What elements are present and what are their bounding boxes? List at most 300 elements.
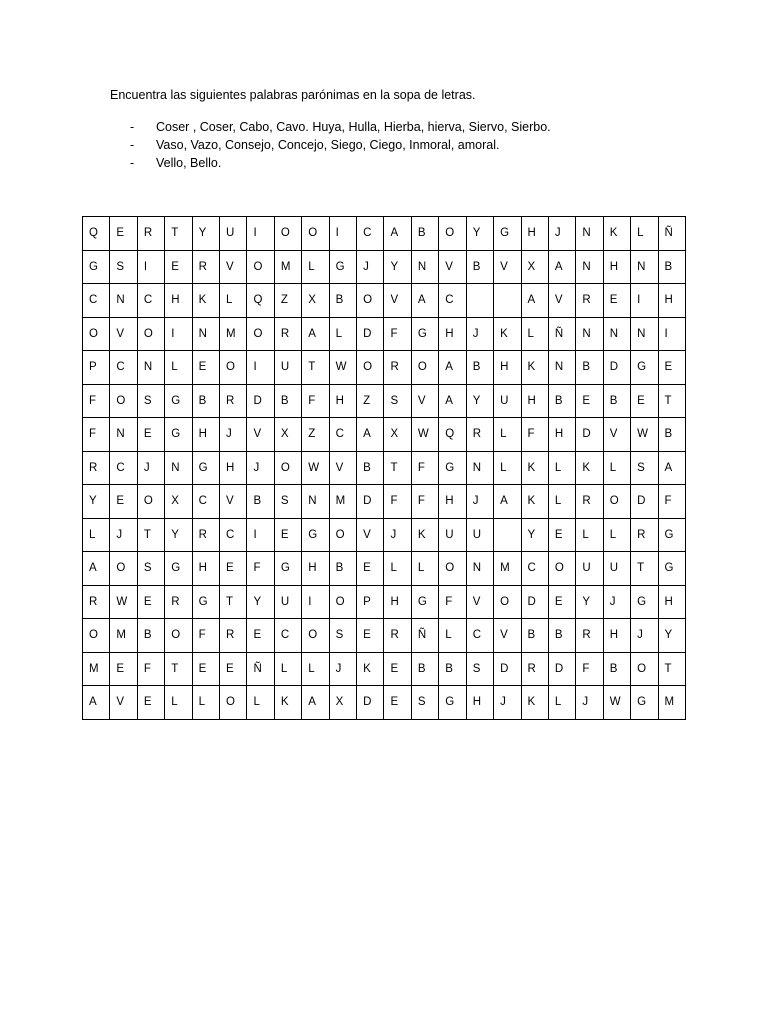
grid-cell: R <box>192 250 219 284</box>
grid-cell: U <box>274 351 301 385</box>
grid-cell: L <box>494 451 521 485</box>
word-list <box>130 118 551 172</box>
grid-cell: J <box>384 518 411 552</box>
grid-row <box>83 418 686 452</box>
grid-cell: G <box>411 317 438 351</box>
grid-cell: G <box>329 250 356 284</box>
grid-cell: Ñ <box>411 619 438 653</box>
grid-cell: A <box>548 250 575 284</box>
grid-cell: H <box>165 284 192 318</box>
grid-cell: R <box>165 585 192 619</box>
grid-cell: I <box>329 217 356 251</box>
grid-cell: N <box>631 250 658 284</box>
word-list-item-text: Vaso, Vazo, Consejo, Concejo, Siego, Ciego, Inmoral, amoral. <box>156 138 500 152</box>
grid-cell: S <box>274 485 301 519</box>
grid-row <box>83 317 686 351</box>
grid-cell: Y <box>658 619 685 653</box>
grid-row <box>83 217 686 251</box>
grid-cell: H <box>494 351 521 385</box>
grid-cell: L <box>329 317 356 351</box>
grid-cell: V <box>548 284 575 318</box>
grid-cell: O <box>220 686 247 720</box>
grid-cell: E <box>110 485 137 519</box>
grid-cell: K <box>411 518 438 552</box>
grid-cell: B <box>411 217 438 251</box>
grid-cell: B <box>329 284 356 318</box>
grid-cell: F <box>384 485 411 519</box>
grid-cell: H <box>603 250 630 284</box>
grid-cell: N <box>411 250 438 284</box>
grid-cell: N <box>165 451 192 485</box>
grid-cell: M <box>658 686 685 720</box>
grid-row <box>83 384 686 418</box>
grid-cell: E <box>137 418 164 452</box>
grid-cell: F <box>439 585 466 619</box>
grid-cell: E <box>274 518 301 552</box>
grid-cell: U <box>439 518 466 552</box>
grid-cell: C <box>329 418 356 452</box>
grid-cell: B <box>466 351 493 385</box>
grid-cell: R <box>220 384 247 418</box>
grid-cell: G <box>631 686 658 720</box>
grid-cell: M <box>83 652 110 686</box>
grid-cell: O <box>165 619 192 653</box>
grid-cell: B <box>137 619 164 653</box>
grid-cell: L <box>165 686 192 720</box>
grid-cell: V <box>220 485 247 519</box>
grid-cell: D <box>548 652 575 686</box>
grid-cell: J <box>494 686 521 720</box>
grid-row <box>83 518 686 552</box>
grid-cell: L <box>548 485 575 519</box>
grid-cell: L <box>494 418 521 452</box>
grid-cell: H <box>466 686 493 720</box>
grid-cell: G <box>83 250 110 284</box>
grid-cell: K <box>274 686 301 720</box>
grid-cell: J <box>220 418 247 452</box>
bullet-dash: - <box>130 120 135 134</box>
grid-cell: N <box>631 317 658 351</box>
grid-cell: L <box>603 451 630 485</box>
grid-cell: R <box>83 451 110 485</box>
grid-cell: J <box>357 250 384 284</box>
grid-cell: E <box>576 384 603 418</box>
grid-cell: P <box>357 585 384 619</box>
grid-cell: K <box>521 485 548 519</box>
grid-cell: E <box>384 652 411 686</box>
grid-cell: H <box>302 552 329 586</box>
grid-cell: C <box>274 619 301 653</box>
grid-cell: X <box>521 250 548 284</box>
grid-row <box>83 686 686 720</box>
grid-cell: M <box>274 250 301 284</box>
grid-cell: L <box>165 351 192 385</box>
grid-cell: B <box>439 652 466 686</box>
grid-cell: B <box>603 384 630 418</box>
grid-cell: L <box>576 518 603 552</box>
grid-cell: X <box>274 418 301 452</box>
grid-cell: G <box>658 552 685 586</box>
grid-cell: E <box>220 652 247 686</box>
grid-cell: U <box>494 384 521 418</box>
grid-cell: O <box>247 250 274 284</box>
grid-cell: F <box>411 485 438 519</box>
grid-cell: A <box>439 351 466 385</box>
grid-cell: I <box>247 518 274 552</box>
grid-cell: W <box>603 686 630 720</box>
grid-row <box>83 284 686 318</box>
grid-cell: B <box>466 250 493 284</box>
grid-cell: J <box>548 217 575 251</box>
grid-cell: I <box>165 317 192 351</box>
grid-cell: A <box>658 451 685 485</box>
grid-cell: L <box>83 518 110 552</box>
grid-cell: V <box>384 284 411 318</box>
grid-cell: N <box>603 317 630 351</box>
grid-cell: B <box>603 652 630 686</box>
grid-cell: J <box>631 619 658 653</box>
grid-cell: O <box>357 284 384 318</box>
grid-cell: U <box>603 552 630 586</box>
grid-row <box>83 585 686 619</box>
grid-cell: S <box>631 451 658 485</box>
grid-cell <box>494 518 521 552</box>
grid-cell: N <box>110 284 137 318</box>
grid-cell: B <box>548 619 575 653</box>
grid-cell: M <box>329 485 356 519</box>
grid-cell: S <box>411 686 438 720</box>
grid-cell: N <box>576 317 603 351</box>
grid-cell: R <box>137 217 164 251</box>
grid-cell: F <box>137 652 164 686</box>
grid-cell: M <box>220 317 247 351</box>
grid-cell: J <box>110 518 137 552</box>
grid-cell: A <box>439 384 466 418</box>
grid-cell: C <box>110 451 137 485</box>
grid-cell: N <box>192 317 219 351</box>
grid-cell: A <box>302 686 329 720</box>
grid-cell: H <box>439 485 466 519</box>
grid-cell: S <box>137 384 164 418</box>
grid-cell: R <box>384 619 411 653</box>
word-list-item <box>130 118 551 136</box>
grid-cell: X <box>165 485 192 519</box>
grid-row <box>83 250 686 284</box>
grid-cell: H <box>521 217 548 251</box>
grid-cell: W <box>110 585 137 619</box>
grid-cell: B <box>192 384 219 418</box>
grid-cell: F <box>83 418 110 452</box>
grid-cell: Y <box>466 384 493 418</box>
grid-cell: O <box>220 351 247 385</box>
grid-cell: O <box>439 217 466 251</box>
grid-cell: G <box>631 351 658 385</box>
grid-cell: F <box>411 451 438 485</box>
grid-cell: E <box>247 619 274 653</box>
grid-cell: T <box>220 585 247 619</box>
grid-cell: F <box>192 619 219 653</box>
grid-cell: S <box>137 552 164 586</box>
grid-cell: Z <box>302 418 329 452</box>
grid-cell: V <box>110 317 137 351</box>
grid-cell: L <box>274 652 301 686</box>
grid-cell: F <box>247 552 274 586</box>
grid-cell: S <box>384 384 411 418</box>
grid-cell: D <box>357 485 384 519</box>
grid-cell: J <box>137 451 164 485</box>
grid-cell: E <box>110 652 137 686</box>
word-list-item <box>130 136 551 154</box>
grid-cell: V <box>357 518 384 552</box>
grid-cell: R <box>384 351 411 385</box>
grid-cell: C <box>83 284 110 318</box>
word-list-item <box>130 154 551 172</box>
grid-cell: F <box>576 652 603 686</box>
grid-cell: V <box>466 585 493 619</box>
grid-cell: O <box>247 317 274 351</box>
grid-cell: T <box>165 217 192 251</box>
grid-cell: O <box>329 585 356 619</box>
grid-cell: H <box>220 451 247 485</box>
grid-cell: C <box>220 518 247 552</box>
grid-cell: E <box>137 686 164 720</box>
grid-cell: G <box>658 518 685 552</box>
grid-cell: I <box>302 585 329 619</box>
grid-cell: N <box>576 217 603 251</box>
grid-cell: L <box>521 317 548 351</box>
grid-cell: P <box>83 351 110 385</box>
grid-cell: G <box>411 585 438 619</box>
grid-cell: E <box>631 384 658 418</box>
grid-cell: V <box>603 418 630 452</box>
word-search-grid <box>82 216 686 720</box>
grid-cell: D <box>494 652 521 686</box>
grid-cell: R <box>220 619 247 653</box>
grid-cell: V <box>411 384 438 418</box>
grid-cell: H <box>384 585 411 619</box>
grid-cell: J <box>466 317 493 351</box>
grid-row <box>83 652 686 686</box>
grid-cell: V <box>247 418 274 452</box>
grid-cell: J <box>247 451 274 485</box>
grid-cell: I <box>247 217 274 251</box>
grid-cell: S <box>466 652 493 686</box>
grid-cell: B <box>411 652 438 686</box>
grid-cell: Y <box>521 518 548 552</box>
grid-cell <box>494 284 521 318</box>
grid-cell: W <box>631 418 658 452</box>
grid-cell: X <box>329 686 356 720</box>
grid-cell: O <box>357 351 384 385</box>
grid-cell: O <box>83 317 110 351</box>
grid-cell: F <box>384 317 411 351</box>
grid-cell: R <box>83 585 110 619</box>
grid-cell: O <box>603 485 630 519</box>
grid-cell: J <box>466 485 493 519</box>
grid-cell: A <box>83 552 110 586</box>
grid-cell: Q <box>83 217 110 251</box>
grid-cell: F <box>658 485 685 519</box>
grid-cell: K <box>603 217 630 251</box>
grid-cell: H <box>329 384 356 418</box>
grid-row <box>83 619 686 653</box>
grid-cell: F <box>83 384 110 418</box>
grid-cell: V <box>494 250 521 284</box>
word-list-item-text: Coser , Coser, Cabo, Cavo. Huya, Hulla, Hierba, hierva, Siervo, Sierbo. <box>156 120 551 134</box>
grid-cell: D <box>603 351 630 385</box>
grid-cell: G <box>192 451 219 485</box>
grid-cell: D <box>357 686 384 720</box>
grid-cell: E <box>548 518 575 552</box>
grid-cell: R <box>576 284 603 318</box>
grid-cell: R <box>576 619 603 653</box>
grid-cell: A <box>521 284 548 318</box>
grid-cell: E <box>192 351 219 385</box>
grid-cell: H <box>192 418 219 452</box>
grid-cell: K <box>576 451 603 485</box>
grid-cell: E <box>165 250 192 284</box>
grid-cell: E <box>384 686 411 720</box>
grid-cell: L <box>220 284 247 318</box>
grid-cell: C <box>466 619 493 653</box>
grid-cell: O <box>302 217 329 251</box>
grid-cell: C <box>110 351 137 385</box>
grid-cell: O <box>302 619 329 653</box>
grid-cell: W <box>302 451 329 485</box>
grid-cell: V <box>439 250 466 284</box>
grid-cell: A <box>83 686 110 720</box>
grid-cell: K <box>521 351 548 385</box>
grid-cell: D <box>521 585 548 619</box>
grid-cell: L <box>384 552 411 586</box>
grid-cell: H <box>548 418 575 452</box>
grid-cell: X <box>302 284 329 318</box>
grid-cell: Y <box>192 217 219 251</box>
grid-cell: Ñ <box>247 652 274 686</box>
grid-cell: V <box>220 250 247 284</box>
grid-cell: F <box>521 418 548 452</box>
grid-cell: H <box>603 619 630 653</box>
grid-cell: J <box>603 585 630 619</box>
grid-cell: A <box>411 284 438 318</box>
grid-row <box>83 485 686 519</box>
grid-cell: Z <box>274 284 301 318</box>
grid-cell: B <box>357 451 384 485</box>
grid-cell: U <box>220 217 247 251</box>
grid-cell: E <box>220 552 247 586</box>
grid-row <box>83 552 686 586</box>
word-list-item-text: Vello, Bello. <box>156 156 222 170</box>
grid-cell: T <box>631 552 658 586</box>
grid-cell: G <box>165 418 192 452</box>
grid-cell: N <box>466 552 493 586</box>
grid-cell: J <box>576 686 603 720</box>
grid-row <box>83 351 686 385</box>
grid-cell: Ñ <box>548 317 575 351</box>
grid-cell: C <box>137 284 164 318</box>
grid-cell: G <box>494 217 521 251</box>
grid-cell: B <box>274 384 301 418</box>
grid-cell: O <box>494 585 521 619</box>
grid-cell: T <box>302 351 329 385</box>
grid-cell: K <box>357 652 384 686</box>
grid-cell: G <box>192 585 219 619</box>
grid-cell: U <box>274 585 301 619</box>
instructions: Encuentra las siguientes palabras parónimas en la sopa de letras. <box>110 88 476 102</box>
grid-cell: D <box>576 418 603 452</box>
grid-cell: X <box>384 418 411 452</box>
grid-cell: O <box>329 518 356 552</box>
grid-cell: Q <box>247 284 274 318</box>
grid-cell: N <box>576 250 603 284</box>
grid-cell: L <box>603 518 630 552</box>
grid-cell: O <box>137 317 164 351</box>
grid-cell: F <box>302 384 329 418</box>
grid-cell: R <box>576 485 603 519</box>
grid-cell: E <box>357 552 384 586</box>
grid-cell: V <box>329 451 356 485</box>
grid-cell: E <box>357 619 384 653</box>
grid-cell: K <box>494 317 521 351</box>
grid-cell: L <box>631 217 658 251</box>
grid-cell: L <box>247 686 274 720</box>
grid-cell: U <box>466 518 493 552</box>
grid-cell <box>466 284 493 318</box>
grid-cell: L <box>548 451 575 485</box>
grid-cell: N <box>302 485 329 519</box>
grid-cell: E <box>110 217 137 251</box>
grid-cell: U <box>576 552 603 586</box>
grid-cell: A <box>494 485 521 519</box>
grid-cell: L <box>411 552 438 586</box>
grid-cell: G <box>274 552 301 586</box>
grid-cell: O <box>548 552 575 586</box>
grid-cell: T <box>165 652 192 686</box>
grid-cell: Y <box>576 585 603 619</box>
grid-cell: A <box>384 217 411 251</box>
grid-cell: O <box>274 451 301 485</box>
grid-cell: M <box>494 552 521 586</box>
grid-cell: V <box>110 686 137 720</box>
grid-cell: R <box>466 418 493 452</box>
grid-cell: H <box>521 384 548 418</box>
grid-cell: H <box>658 284 685 318</box>
grid-cell: B <box>329 552 356 586</box>
grid-cell: Ñ <box>658 217 685 251</box>
grid-cell: L <box>302 250 329 284</box>
bullet-dash: - <box>130 156 135 170</box>
grid-cell: I <box>658 317 685 351</box>
grid-cell: G <box>302 518 329 552</box>
grid-cell: C <box>357 217 384 251</box>
grid-cell: B <box>658 418 685 452</box>
grid-cell: A <box>357 418 384 452</box>
grid-cell: E <box>603 284 630 318</box>
grid-cell: H <box>439 317 466 351</box>
grid-cell: K <box>521 686 548 720</box>
grid-cell: B <box>521 619 548 653</box>
grid-cell: B <box>658 250 685 284</box>
grid-cell: L <box>548 686 575 720</box>
grid-cell: Y <box>247 585 274 619</box>
grid-cell: L <box>302 652 329 686</box>
grid-cell: O <box>631 652 658 686</box>
grid-cell: O <box>439 552 466 586</box>
grid-cell: N <box>466 451 493 485</box>
grid-cell: O <box>110 384 137 418</box>
grid-cell: D <box>357 317 384 351</box>
grid-cell: A <box>302 317 329 351</box>
